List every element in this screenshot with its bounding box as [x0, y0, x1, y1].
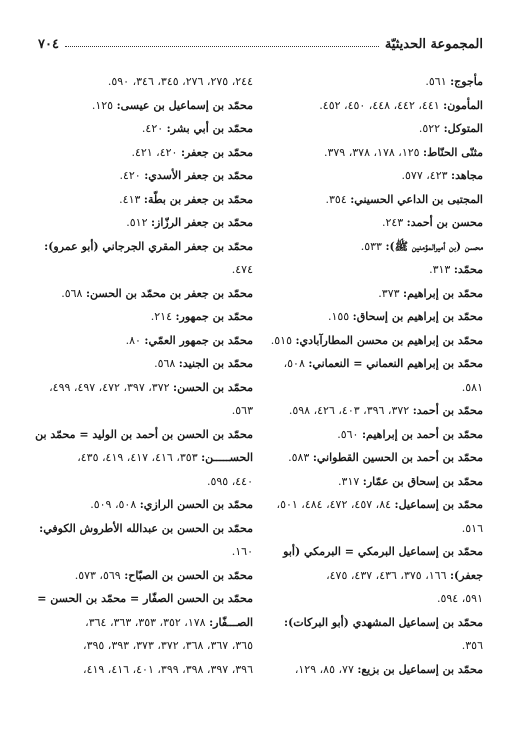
entry-name: محمّد بن جعفر بن محمّد بن الحسن:: [85, 286, 253, 300]
entry-name: مأجوج:: [450, 75, 483, 88]
index-entry-line: [38, 564, 253, 588]
entry-name: مجاهد:: [451, 169, 483, 182]
entry-page-refs: ١٦٠.: [231, 545, 253, 558]
index-entry-line: [268, 611, 483, 635]
entry-name: محمّد بن أحمد بن الحسين القطواني:: [312, 451, 483, 464]
entry-name: محمّد بن الحسن الرازي:: [139, 498, 253, 511]
index-entry-line: [268, 376, 483, 400]
index-entry-line: [38, 164, 253, 188]
index-entry-line: [35, 423, 253, 447]
page-number: ٧٠٤: [38, 37, 59, 52]
index-entry-line: [268, 634, 483, 658]
index-entry-line: [38, 658, 253, 682]
index-entry-line: [268, 70, 483, 94]
entry-page-refs: ٥٦٨.: [61, 286, 86, 300]
index-entry-line: [38, 399, 253, 423]
entry-page-refs: ٤٢٣، ٥٧٧.: [401, 169, 452, 182]
entry-page-refs: ٤٧٤.: [231, 263, 253, 276]
entry-page-refs: ٤٤١، ٤٤٢، ٤٤٨، ٤٥٠، ٤٥٢.: [319, 98, 444, 112]
entry-page-refs: ٣٩٦، ٣٩٧، ٣٩٨، ٣٩٩، ٤٠١، ٤١٦، ٤١٩،: [83, 662, 253, 676]
entry-page-refs: ٥٦٠.: [337, 427, 362, 441]
entry-name: محمّد بن جعفر المقري الجرجاني (أبو عمرو):: [44, 239, 253, 253]
entry-name: محمّد بن إسماعيل البرمكي = البرمكي (أبو: [283, 545, 483, 558]
entry-page-refs: ٢٤٤، ٢٧٥، ٢٧٦، ٣٤٥، ٣٤٦، ٥٩٠.: [107, 75, 253, 88]
entry-name: محمّد بن إبراهيم بن محسن المطارآبادي:: [295, 333, 483, 347]
entry-page-refs: ٥٦٨.: [154, 357, 179, 370]
index-entry-line: [38, 376, 253, 400]
index-entry-line: [38, 517, 253, 541]
index-entry-line: [268, 399, 483, 423]
entry-name: محمّد:: [453, 263, 483, 276]
entry-name: محمّد بن إبراهيم بن إسحاق:: [352, 310, 483, 323]
index-entry-line: [38, 540, 253, 564]
entry-name: مثنّى الحنّاط:: [423, 145, 483, 159]
index-entry-line: [268, 423, 483, 447]
entry-page-refs: ٤٢٠.: [141, 122, 167, 135]
index-entry-line: [268, 329, 483, 353]
entry-name: محمّد بن إسماعيل بن عيسى:: [116, 98, 253, 112]
entry-page-refs: ٥٩١، ٥٩٤.: [436, 592, 483, 605]
entry-name: محمّد بن أحمد:: [412, 404, 483, 417]
index-entry-line: [268, 517, 483, 541]
entry-page-refs: ٧٧، ٨٥، ١٢٩،: [294, 662, 358, 676]
entry-page-refs: ٥٣٣.: [360, 239, 386, 253]
entry-name: المجتبى بن الداعي الحسيني:: [350, 192, 483, 206]
entry-name: محمّد بن الحسن بن أحمد بن الوليد = محمّد بن: [35, 427, 253, 441]
entry-page-refs: ١٧٨، ٣٥٢، ٣٥٣، ٣٦٣، ٣٦٤،: [85, 615, 210, 629]
entry-name: محمّد بن جمهور:: [175, 310, 253, 323]
index-entry-line: [268, 211, 483, 235]
entry-page-refs: ١٥٥.: [327, 310, 353, 323]
index-entry-line: [38, 211, 253, 235]
index-entry-line: [268, 141, 483, 165]
entry-name: محمّد بن أحمد بن إبراهيم:: [361, 427, 483, 441]
entry-name: المأمون:: [443, 98, 483, 112]
index-entry-line: [38, 235, 253, 259]
entry-page-refs: ٣٥٤.: [325, 192, 351, 206]
index-entry-line: [38, 188, 253, 212]
entry-page-refs: ٢٤٣.: [381, 216, 407, 229]
index-entry-line: [38, 587, 253, 611]
index-entry-line: [268, 305, 483, 329]
index-entry-line: [38, 352, 253, 376]
entry-page-refs: ٥٨١.: [461, 380, 483, 394]
entry-page-refs: ٣٧٢، ٣٩٦، ٤٠٣، ٤٢٦، ٥٩٨.: [288, 404, 413, 417]
page-header: [38, 30, 483, 52]
index-entry-line: [268, 540, 483, 564]
entry-name: محمّد بن الحسن الصفّار = محمّد بن الحسن =: [37, 592, 253, 605]
running-title: المجموعة الحديثيّة: [384, 37, 483, 52]
entry-page-refs: ٣٦٥، ٣٦٧، ٣٦٨، ٣٧٢، ٣٧٣، ٣٩٣، ٣٩٥،: [83, 639, 253, 652]
index-entry-line: [38, 329, 253, 353]
index-entry-line: [38, 70, 253, 94]
entry-page-refs: ٤٢٠.: [119, 169, 145, 182]
index-entry-line: [268, 258, 483, 282]
index-entry-line: [268, 117, 483, 141]
entry-name: محمّد بن الحسن بن الصبّاح:: [124, 568, 253, 582]
index-entry-line: [38, 634, 253, 658]
entry-name: محمّد بن إسحاق بن عمّار:: [362, 474, 483, 488]
entry-page-refs: ٣١٣.: [429, 263, 454, 276]
entry-page-refs: ٣٧٣.: [378, 286, 404, 300]
entry-name: محمّد بن جعفر بن بطّة:: [143, 192, 253, 206]
entry-page-refs: ٥١٦.: [461, 521, 483, 535]
entry-name: الحســـــن:: [201, 451, 253, 464]
entry-name: محسن (بن أميرالمؤمنين ﷺ):: [385, 239, 483, 253]
index-entry-line: [268, 493, 483, 517]
index-entry-line: [38, 493, 253, 517]
header-leader-dots: [65, 46, 379, 47]
entry-page-refs: ٤٤٠، ٥٩٥.: [206, 474, 253, 488]
entry-page-refs: ٥١٥.: [270, 333, 296, 347]
entry-page-refs: ٥٦٣.: [231, 404, 253, 417]
entry-page-refs: ٣٥٣، ٤١٦، ٤١٧، ٤١٩، ٤٣٥،: [77, 451, 202, 464]
index-entry-line: [38, 470, 253, 494]
entry-name: محمّد بن جعفر:: [180, 145, 253, 159]
index-entry-line: [268, 564, 483, 588]
index-entry-line: [268, 446, 483, 470]
index-entry-line: [268, 658, 483, 682]
index-entry-line: [38, 446, 253, 470]
index-entry-line: [268, 282, 483, 306]
index-entry-line: [268, 164, 483, 188]
entry-page-refs: ٥٦٩، ٥٧٣.: [74, 568, 125, 582]
index-entry-line: [38, 141, 253, 165]
entry-page-refs: ١٢٥.: [91, 98, 117, 112]
index-entry-line: [268, 235, 483, 259]
entry-page-refs: ٤١٣.: [119, 192, 144, 206]
index-entry-line: [268, 470, 483, 494]
entry-name: محمّد بن الحسن بن عبدالله الأطروش الكوفي:: [39, 521, 253, 535]
entry-page-refs: ٥٢٢.: [418, 122, 444, 135]
entry-name: محمّد بن إسماعيل المشهدي (أبو البركات):: [284, 615, 483, 629]
entry-page-refs: ٥٨٣.: [288, 451, 313, 464]
entry-name: محسن بن أحمد:: [406, 216, 483, 229]
entry-page-refs: ٤٢٠، ٤٢١.: [131, 145, 181, 159]
entry-name: المتوكل:: [443, 122, 483, 135]
index-entry-line: [268, 587, 483, 611]
index-entry-line: [38, 94, 253, 118]
entry-page-refs: ٥٠٨، ٥٠٩.: [90, 498, 140, 511]
entry-page-refs: ٨٠.: [125, 333, 145, 347]
entry-name: محمّد بن الحسن:: [173, 380, 253, 394]
index-column-right: [268, 70, 483, 681]
index-entry-line: [268, 94, 483, 118]
index-entry-line: [38, 117, 253, 141]
entry-name: محمّد بن إسماعيل بن بزيع:: [357, 662, 483, 676]
entry-page-refs: ٣٥٦.: [461, 639, 483, 652]
entry-page-refs: ٥٠٨،: [283, 357, 309, 370]
entry-name: محمّد بن جمهور العمّي:: [144, 333, 253, 347]
index-entry-line: [268, 188, 483, 212]
entry-name: محمّد بن أبي بشر:: [166, 122, 253, 135]
entry-name: محمّد بن إبراهيم النعماني = النعماني:: [308, 357, 483, 370]
entry-name: محمّد بن جعفر الرزّاز:: [150, 216, 253, 229]
entry-page-refs: ٨٤، ٤٥٧، ٤٧٢، ٤٨٤، ٥٠١،: [276, 498, 395, 511]
entry-page-refs: ٣٧٢، ٣٩٧، ٤٧٢، ٤٩٧، ٤٩٩،: [49, 380, 174, 394]
index-entry-line: [38, 611, 253, 635]
index-entry-line: [268, 352, 483, 376]
index-column-left: [35, 70, 253, 681]
index-entry-line: [38, 258, 253, 282]
entry-page-refs: ٣١٧.: [338, 474, 363, 488]
entry-page-refs: ٥٦١.: [425, 75, 451, 88]
index-entry-line: [38, 282, 253, 306]
entry-page-refs: ١٢٥، ١٧٨، ٣٧٨، ٣٧٩.: [323, 145, 424, 159]
entry-name: محمّد بن إبراهيم:: [403, 286, 483, 300]
entry-name: محمّد بن الجنيد:: [178, 357, 253, 370]
entry-name: الصـــفّار:: [209, 615, 253, 629]
entry-name: جعفر):: [449, 568, 483, 582]
entry-name: محمّد بن إسماعيل:: [394, 498, 483, 511]
entry-page-refs: ١٦٦، ٣٧٥، ٤٣٦، ٤٣٧، ٤٧٥،: [326, 568, 450, 582]
entry-name: محمّد بن جعفر الأسدي:: [144, 169, 253, 182]
entry-page-refs: ٥١٢.: [126, 216, 151, 229]
index-entry-line: [38, 305, 253, 329]
entry-page-refs: ٢١٤.: [150, 310, 176, 323]
